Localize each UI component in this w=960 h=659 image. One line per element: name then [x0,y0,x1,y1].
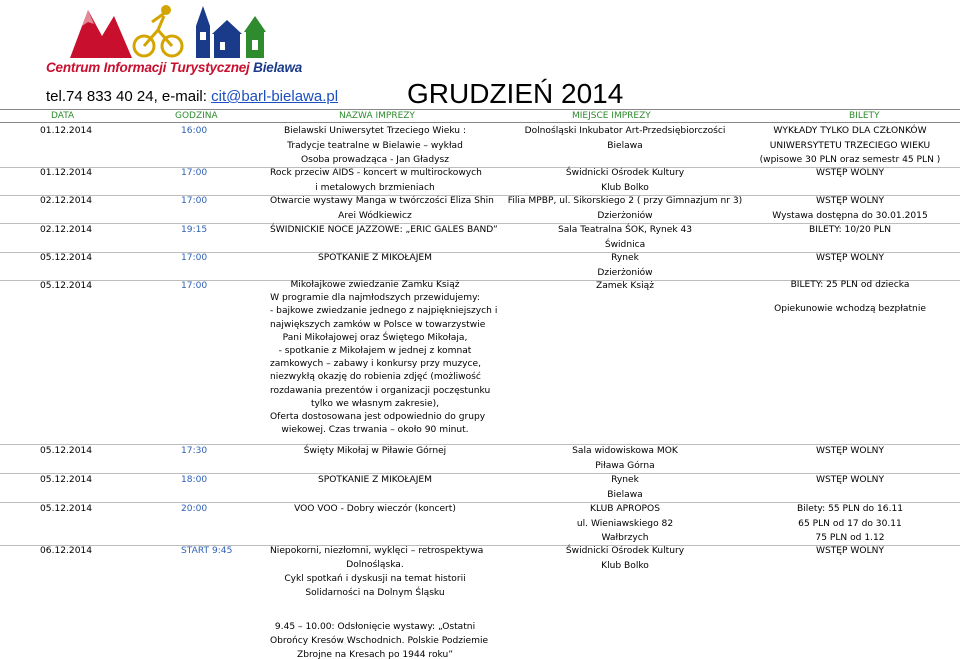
place-line: Filia MPBP, ul. Sikorskiego 2 ( przy Gimnazjum nr 3) [507,196,743,206]
row-place [505,473,745,502]
ticket-line: Opiekunowie wchodzą bezpłatnie [774,304,926,314]
table-row [0,194,960,224]
ticket-line: WSTĘP WOLNY [815,475,884,485]
place-line: Dzierżoniów [597,267,653,278]
row-tickets [740,502,960,546]
row-tickets [740,223,960,238]
place-line: Świdnicki Ośrodek Kultury [565,546,685,556]
event-line: Niepokorni, niezłomni, wyklęci – retrospektywa [270,546,484,556]
row-place [505,124,745,153]
event-line: - spotkanie z Mikołajem w jednej z komnat [278,346,472,357]
row-event-name [270,473,480,488]
page-title: GRUDZIEŃ 2014 [407,78,624,109]
row-place [505,502,745,546]
row-date: 05.12.2014 [40,281,93,291]
event-line: W programie dla najmłodszych przewidujemy: [270,293,480,304]
table-row [0,251,960,281]
row-event-name [270,444,480,459]
row-tickets [740,124,960,168]
event-line: Rock przeciw AIDS - koncert w multirockowych [270,168,482,178]
event-line: Dolnośląska. [346,560,404,570]
header-tickets: BILETY [849,111,880,121]
header-place: MIEJSCE IMPREZY [572,111,651,121]
event-line: 9.45 – 10.00: Odsłonięcie wystawy: „Ostatni [274,622,476,632]
row-tickets [740,279,960,315]
event-line: Tradycje teatralne w Bielawie – wykład [287,140,463,151]
event-line: Solidarności na Dolnym Śląsku [305,588,445,598]
place-line: Bielawa [607,489,643,500]
event-line: Bielawski Uniwersytet Trzeciego Wieku : [283,126,467,136]
row-event-name [270,124,480,168]
event-line: wiekowej. Czas trwania – około 90 minut. [281,425,469,436]
place-line: Klub Bolko [601,560,649,571]
ticket-line: BILETY: 10/20 PLN [808,225,892,235]
ticket-line: WSTĘP WOLNY [815,168,884,178]
place-line: Piława Górna [595,460,655,471]
table-row [0,502,960,546]
place-line: Klub Bolko [601,182,649,193]
row-time: START 9:45 [181,546,233,556]
event-line: SPOTKANIE Z MIKOŁAJEM [318,253,432,263]
place-line: Rynek [611,253,639,263]
row-tickets [740,251,960,266]
table-row [0,444,960,474]
table-row [0,473,960,503]
ticket-line: WSTĘP WOLNY [815,546,884,556]
row-date: 02.12.2014 [40,196,93,206]
event-line: Święty Mikołaj w Piławie Górnej [303,446,447,456]
event-line: największych zamków w Polsce w towarzystwie [270,319,486,330]
ticket-line: Bilety: 55 PLN do 16.11 [796,504,904,514]
event-line: ŚWIDNICKIE NOCE JAZZOWE: „ERIC GALES BAND” [270,225,498,235]
ticket-line: (wpisowe 30 PLN oraz semestr 45 PLN ) [759,155,941,166]
contact-text: tel.74 833 40 24, e-mail: [46,88,212,105]
row-event-name [270,544,489,659]
place-line: Dolnośląski Inkubator Art-Przedsiębiorczości [524,126,726,136]
ticket-line [740,291,960,303]
row-time: 17:00 [181,253,208,263]
event-line: - bajkowe zwiedzanie jednego z najpiękniejszych i [270,306,498,317]
row-time: 17:00 [181,281,208,291]
logo-graphic [66,2,306,62]
row-place [505,251,745,280]
table-header [0,109,960,123]
row-place [505,544,745,573]
place-line: Zamek Książ [596,281,654,291]
contact-line [46,88,338,105]
ticket-line: WSTĘP WOLNY [815,196,884,206]
event-line: Arei Wódkiewicz [338,210,412,221]
event-line: tylko we własnym zakresie), [310,398,440,409]
ticket-line: BILETY: 25 PLN od dziecka [790,280,910,290]
ticket-line: UNIWERSYTETU TRZECIEGO WIEKU [769,140,931,151]
row-event-name [270,194,494,223]
place-line: ul. Wieniawskiego 82 [576,518,674,529]
row-place [505,444,745,473]
event-line: niezwykłą okazję do robienia zdjęć (możliwość [270,372,481,383]
row-time: 17:00 [181,168,208,178]
row-place [505,194,745,223]
place-line: Świdnicki Ośrodek Kultury [565,168,685,178]
event-line: Pani Mikołajowej oraz Świętego Mikołaja, [282,332,468,343]
event-line: Mikołajkowe zwiedzanie Zamku Książ [290,280,460,290]
event-line: VOO VOO - Dobry wieczór (koncert) [294,504,456,514]
ticket-line: 75 PLN od 1.12 [815,533,885,544]
row-event-name [270,279,498,437]
row-date: 05.12.2014 [40,475,93,485]
row-time: 20:00 [181,504,208,514]
row-place [505,279,745,294]
place-line: Dzierżoniów [597,210,653,221]
row-date: 01.12.2014 [40,126,93,136]
event-line: Osoba prowadząca - Jan Gładysz [300,155,450,166]
row-tickets [740,194,960,223]
event-line: Oferta dostosowana jest odpowiednio do grupy [270,412,486,423]
place-line: Wałbrzych [601,533,649,544]
event-line: i metalowych brzmieniach [315,182,435,193]
place-line: Rynek [611,475,639,485]
row-date: 01.12.2014 [40,168,93,178]
row-date: 06.12.2014 [40,546,93,556]
event-line: Cykl spotkań i dyskusji na temat historii [284,574,466,584]
row-event-name [270,223,498,238]
event-line [270,600,480,614]
ticket-line: WSTĘP WOLNY [815,253,884,263]
table-row [0,279,960,445]
ticket-line: WSTĘP WOLNY [815,446,884,456]
row-place [505,166,745,195]
row-tickets [740,166,960,181]
event-line: Zbrojne na Kresach po 1944 roku” [297,650,453,659]
ticket-line: WYKŁADY TYLKO DLA CZŁONKÓW [773,126,927,136]
email-link[interactable]: cit@barl-bielawa.pl [211,88,339,105]
row-date: 05.12.2014 [40,504,93,514]
row-tickets [740,544,960,559]
header-date: DATA [51,111,75,121]
row-place [505,223,745,252]
row-tickets [740,444,960,459]
place-line: Świdnica [604,239,646,250]
place-line: Sala Teatralna ŚOK, Rynek 43 [557,225,693,235]
row-event-name [270,251,480,266]
cit-logo [40,2,330,80]
table-row [0,544,960,659]
ticket-line: Wystawa dostępna do 30.01.2015 [772,210,928,221]
table-row [0,223,960,253]
header-time: GODZINA [175,111,218,121]
header-name: NAZWA IMPREZY [339,111,415,121]
event-line: rozdawania prezentów i organizacji poczęstunku [270,385,491,396]
event-line: zamkowych – zabawy i konkursy przy muzyce, [270,359,482,370]
logo-name: Centrum Informacji Turystycznej [46,60,250,75]
place-line: Bielawa [607,140,643,151]
row-time: 18:00 [181,475,208,485]
table-row [0,124,960,168]
logo-town: Bielawa [253,60,303,75]
row-time: 17:00 [181,196,208,206]
event-line: SPOTKANIE Z MIKOŁAJEM [318,475,432,485]
row-date: 02.12.2014 [40,225,93,235]
event-line: Otwarcie wystawy Manga w twórczości Eliza Shin [270,196,494,206]
ticket-line: 65 PLN od 17 do 30.11 [798,518,902,529]
row-time: 16:00 [181,126,208,136]
logo-text [46,60,302,75]
place-line: Sala widowiskowa MOK [572,446,678,456]
row-date: 05.12.2014 [40,446,93,456]
row-time: 19:15 [181,225,208,235]
row-event-name [270,502,480,517]
row-date: 05.12.2014 [40,253,93,263]
table-row [0,166,960,196]
place-line: KLUB APROPOS [590,504,660,514]
event-line: Obrońcy Kresów Wschodnich. Polskie Podziemie [270,636,489,646]
row-time: 17:30 [181,446,208,456]
row-tickets [740,473,960,488]
row-event-name [270,166,480,195]
